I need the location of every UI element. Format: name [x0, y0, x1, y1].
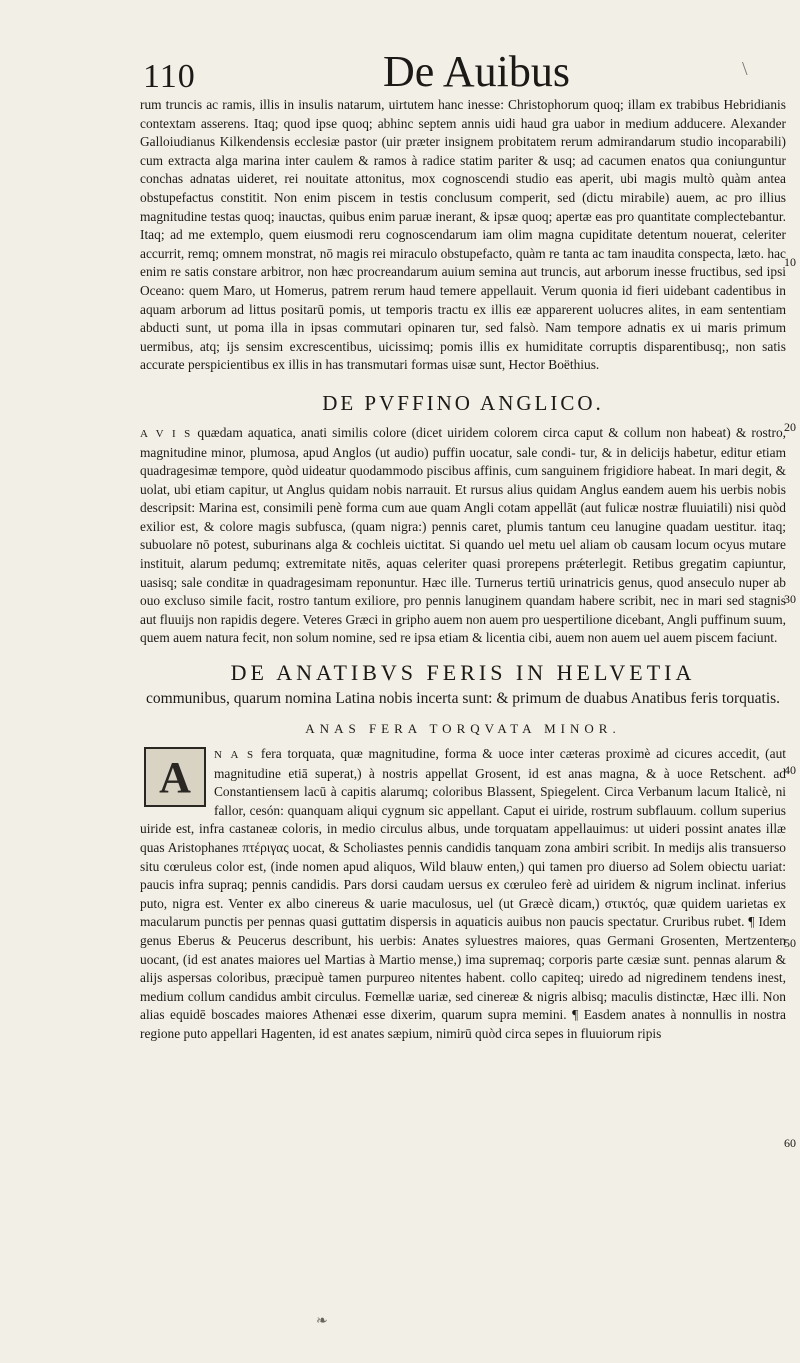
main-text-column: [140, 96, 786, 1044]
anas-paragraph: [140, 745, 786, 1044]
decorated-initial-A: A: [144, 747, 206, 807]
puffin-initial-word: A V I S: [140, 427, 193, 440]
running-title: De Auibus: [383, 47, 570, 96]
page-number: 110: [143, 58, 196, 95]
corner-mark: \: [742, 58, 748, 80]
margin-line-number: 50: [784, 936, 796, 950]
anas-section-heading: DE ANATIBVS FERIS IN HELVETIA: [230, 660, 696, 686]
margin-line-number: 60: [784, 1136, 796, 1150]
margin-line-number: 20: [784, 420, 796, 434]
puffin-section-heading: [140, 391, 786, 416]
anas-fera-torquata-minor-title: ANAS FERA TORQVATA MINOR.: [305, 721, 621, 737]
margin-line-number: 10: [784, 255, 796, 269]
intro-paragraph: rum truncis ac ramis, illis in insulis natarum, uirtutem hanc inesse: Christophorum quoq; illam ex trabibus Hebridianis contextam asserens. Itaq; quod ipse quoq; abhinc septem annis uidi haud gra uabor in medium adducere. Alexander Galloiudianus Kilkendensis ecclesiæ pastor (uir præter insignem probitatem rerum admirandarum studio incoparabili) cum extracta alga marina inter caulem & ramos à radice statim pariter & usq; ad cacumen enatos qua coniunguntur conchas adnatas uideret, rei nouitate attonitus, mox cognoscendi studio eas aperit, ubi magis multò quàm antea obstupefactus constitit. Non enim piscem in testis conclusum comperit, sed (dictu mirabile) auem, ac pro illius magnitudine testas quoq; inauctas, quibus enim paruæ inerant, & ipsæ quoq; apertæ eas pro quantitate complectebantur. Itaq; ad me extemplo, quem eiusmodi reru cognoscendarum iam olim magna cupiditate detentum nouerat, celeriter accurrit, remq; omnem monstrat, nō magis rei miraculo obstupefacto, quàm re tanta ac tam inaudita conspecta, læto. hac enim re satis constare arbitror, non hæc procreandarum auium semina aut truncis, aut arborum inesse fructibus, sed ipsi Oceano: quem Maro, ut Homerus, patrem rerum haud temere appellauit. Verum quonia id fieri uidebant cadentibus in aquam arborum ad littus positarū pomis, ut temporis tractu ex illis eæ apparerent uolucres alites, in eam sententiam abducti sunt, ut poma illa in ipsas commutari opinaren tur, sed falsò. Nam tempore adnatis ex ui maris primum uermibus, atq; ijs sensim excrescentibus, uicissimq; pomis illis ex humiditate corruptis disparentibusq;, non satis accurate perspicientibus ex illis in has transmutari formas uisæ sunt, Hector Boëthius.: [140, 97, 786, 373]
puffin-body-text: quædam aquatica, anati similis colore (dicet uiridem colorem circa caput & collum non habeat) & rostro, magnitudine minor, plumosa, apud Anglos (ut audio) puffin uocatur, sale condi- tur, & in delicijs habetur, editur etiam quadragesimæ tempore, quòd uideatur quodammodo piscibus affinis, cum sanguinem frigidiore habeat. In mari degit, & uolat, ubi etiam capitur, ut Anglus quidam nobis narrauit. Et rursus alius quidam Anglus eandem auem his uerbis nobis descripsit: Marina est, consimili penè forma cum aue quam Angli cotam appellāt (aut fulicæ nostræ fluuiatili) nisi quòd exilior est, & colore magis subfusca, (quam nigra:) pennis caret, plumis tantum ceu lanugine quadam uestitur. itaq; subuolare nō potest, suburinans alga & cochleis uictitat. Si quando uel metu uel aliam ob causam locum ocyus mutare instituit, alarum pedumq; extremitate nitēs, aquas celeriter quasi prorepens prǽterlegit. Retibus gregatim capiuntur, uasisq; sale conditæ in quadragesimam reponuntur. Hæc ille. Turnerus tertiū urinatricis genus, quod anseculo nuper ab ouo excluso simile facit, rostro tantum exiliore, pro pennis lanuginem quandam habere scribit, nec in mari sed stagnis aut fluuijs non rapidis degere. Veteres Græci in gripho auem non auem pro uespertilione dicebant, Angli puffinum suum, quem auem natura fecit, non solum nomine, sed re ipsa etiam & licentia cibi, auem non auem uel auem piscem faciunt.: [140, 424, 786, 646]
margin-line-number: 30: [784, 592, 796, 606]
margin-line-number: 40: [784, 763, 796, 777]
anas-section-subheading: communibus, quarum nomina Latina nobis incerta sunt: & primum de duabus Anatibus feris torquatis.: [145, 690, 781, 708]
puffin-heading-text: DE PVFFINO ANGLICO.: [322, 390, 604, 415]
anas-initial-word: N A S: [214, 749, 256, 762]
anas-body-text: fera torquata, quæ magnitudine, forma & uoce inter cæteras proximè ad cicures accedit, (aut magnitudine etiā superat,) à nostris appellat Grosent, id est anas magna, & à uoce Retschent. ad Constantiensem lacū à capitis alarumq; coloribus Blassent, Spiegelent. Circa Verbanum lacum Italicè, ni fallor, cesón: quanquam aliqui cygnum sic appellant. Caput ei uiride, rostrum subflauum. collum superius uiride est, infra castaneæ coloris, in medio circulus albus, unde torquatam appellauimus: ut uideri possint anates illæ quas Aristophanes πτέριγας uocat, & Scholiastes pennis candidis tanquam zona ambiri scribit. In medijs alis transuerso situ cœruleus color est, (inde nomen apud aliquos, Wild blauw enten,) qui tamen pro diuerso ad Solem obiectu uariat: paucis infra supraq; pennis candidis. Pars dorsi caudam uersus ex cœruleo ferè ad uiridem & nigrum inclinat. inferius puto, nigra est. Venter ex albo cinereus & uarie maculosus, uel (ut Græcè dicam,) στικτός, quæ quidem uarietas ex macularum punctis per pennas quasi guttatim dispersis in aquaticis auibus non paucis spectatur. Cruribus rubet. ¶ Idem genus Eberus & Peucerus describunt, his uerbis: Anates syluestres maiores, quas Germani Grosenten, Mertzenten uocant, (id est anates maiores uel Martias à Martio mense,) ima supremaq; corporis parte cæsiæ sunt. pennas alarum & alijs aspersas coloribus, præcipuè tamen purpureo nitentes habent. collo capiteq; uiredo ad nigredinem tendens inest, medium collum candidus ambit circulus. Fœmellæ uariæ, sed cinereæ & nigris albisq; maculis distinctæ, Hæc illi. Non alias equidē boscades maiores Athenæi esse dixerim, quarum supra memini. ¶ Easdem anates à nonnullis in nostra regione puto appellari Hagenten, id est anates sæpium, nimirū quòd circa sepes in fluuiorum ripis: [140, 746, 786, 1041]
footer-ornament: ❧: [316, 1314, 328, 1329]
puffin-paragraph: [140, 424, 786, 648]
anas-paragraph-wrapper: [140, 745, 786, 1044]
page-header: [0, 40, 800, 100]
